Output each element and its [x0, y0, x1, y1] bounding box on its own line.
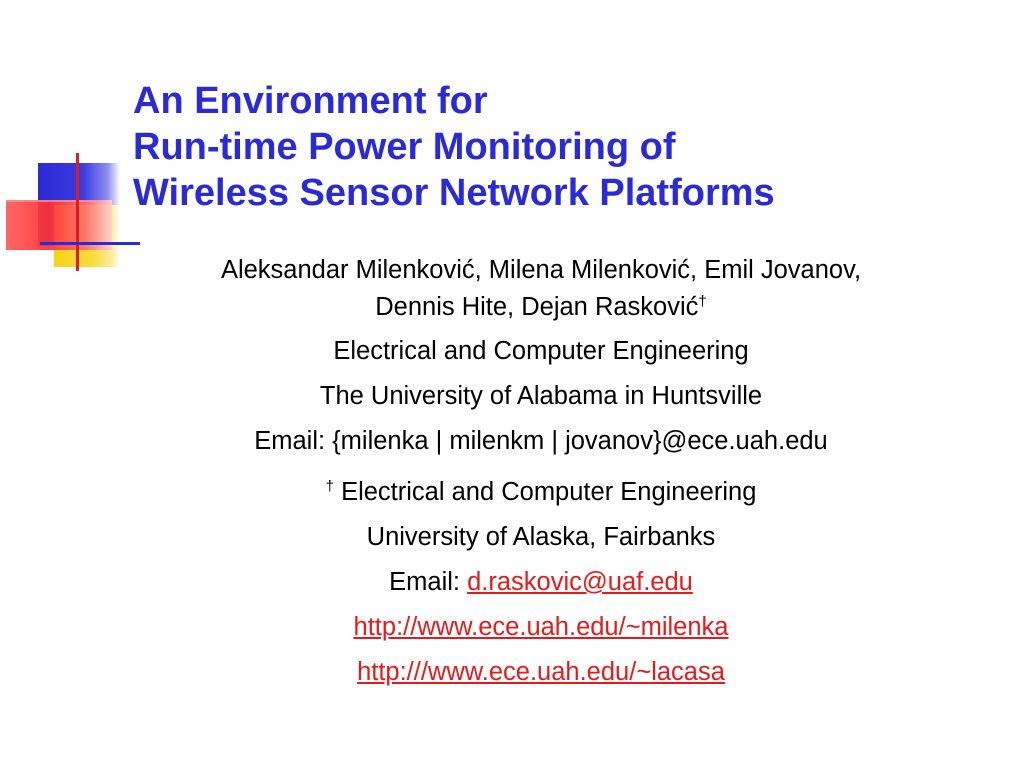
title-line-3: Wireless Sensor Network Platforms: [133, 172, 775, 214]
authors-line-2: Dennis Hite, Dejan Rasković: [375, 293, 699, 321]
title-line-2: Run-time Power Monitoring of: [133, 126, 676, 168]
email-link-raskovic[interactable]: d.raskovic@uaf.edu: [467, 568, 693, 596]
lab-link-lacasa[interactable]: http:///www.ece.uah.edu/~lacasa: [357, 658, 725, 686]
authors-dagger: †: [698, 293, 707, 310]
affiliation1-university: The University of Alabama in Huntsville: [319, 382, 763, 410]
homepage-link-milenka[interactable]: http://www.ece.uah.edu/~milenka: [353, 613, 729, 641]
homepage-link-row: [100, 612, 982, 643]
affiliation1-department: Electrical and Computer Engineering: [333, 337, 749, 365]
affiliation2-department: [100, 471, 982, 508]
slide-body: [100, 255, 982, 702]
lab-link-row: [100, 657, 982, 688]
title-line-1: An Environment for: [133, 80, 488, 122]
affiliation2-email-label: Email:: [389, 568, 460, 596]
affiliation2-department-text: Electrical and Computer Engineering: [341, 478, 757, 506]
slide-title: [133, 78, 993, 216]
affiliation2-email: [100, 567, 982, 598]
affiliation1-email: Email: {milenka | milenkm | jovanov}@ece.uah.edu: [254, 427, 828, 455]
deco-horizontal-line: [40, 242, 140, 245]
deco-vertical-line: [76, 153, 79, 271]
authors-line-1: Aleksandar Milenković, Milena Milenković, Emil Jovanov,: [220, 256, 862, 284]
authors: [100, 255, 982, 323]
affiliation2-university: University of Alaska, Fairbanks: [366, 523, 716, 551]
affiliation2-dagger: †: [325, 478, 334, 495]
deco-red-line: [6, 200, 96, 202]
